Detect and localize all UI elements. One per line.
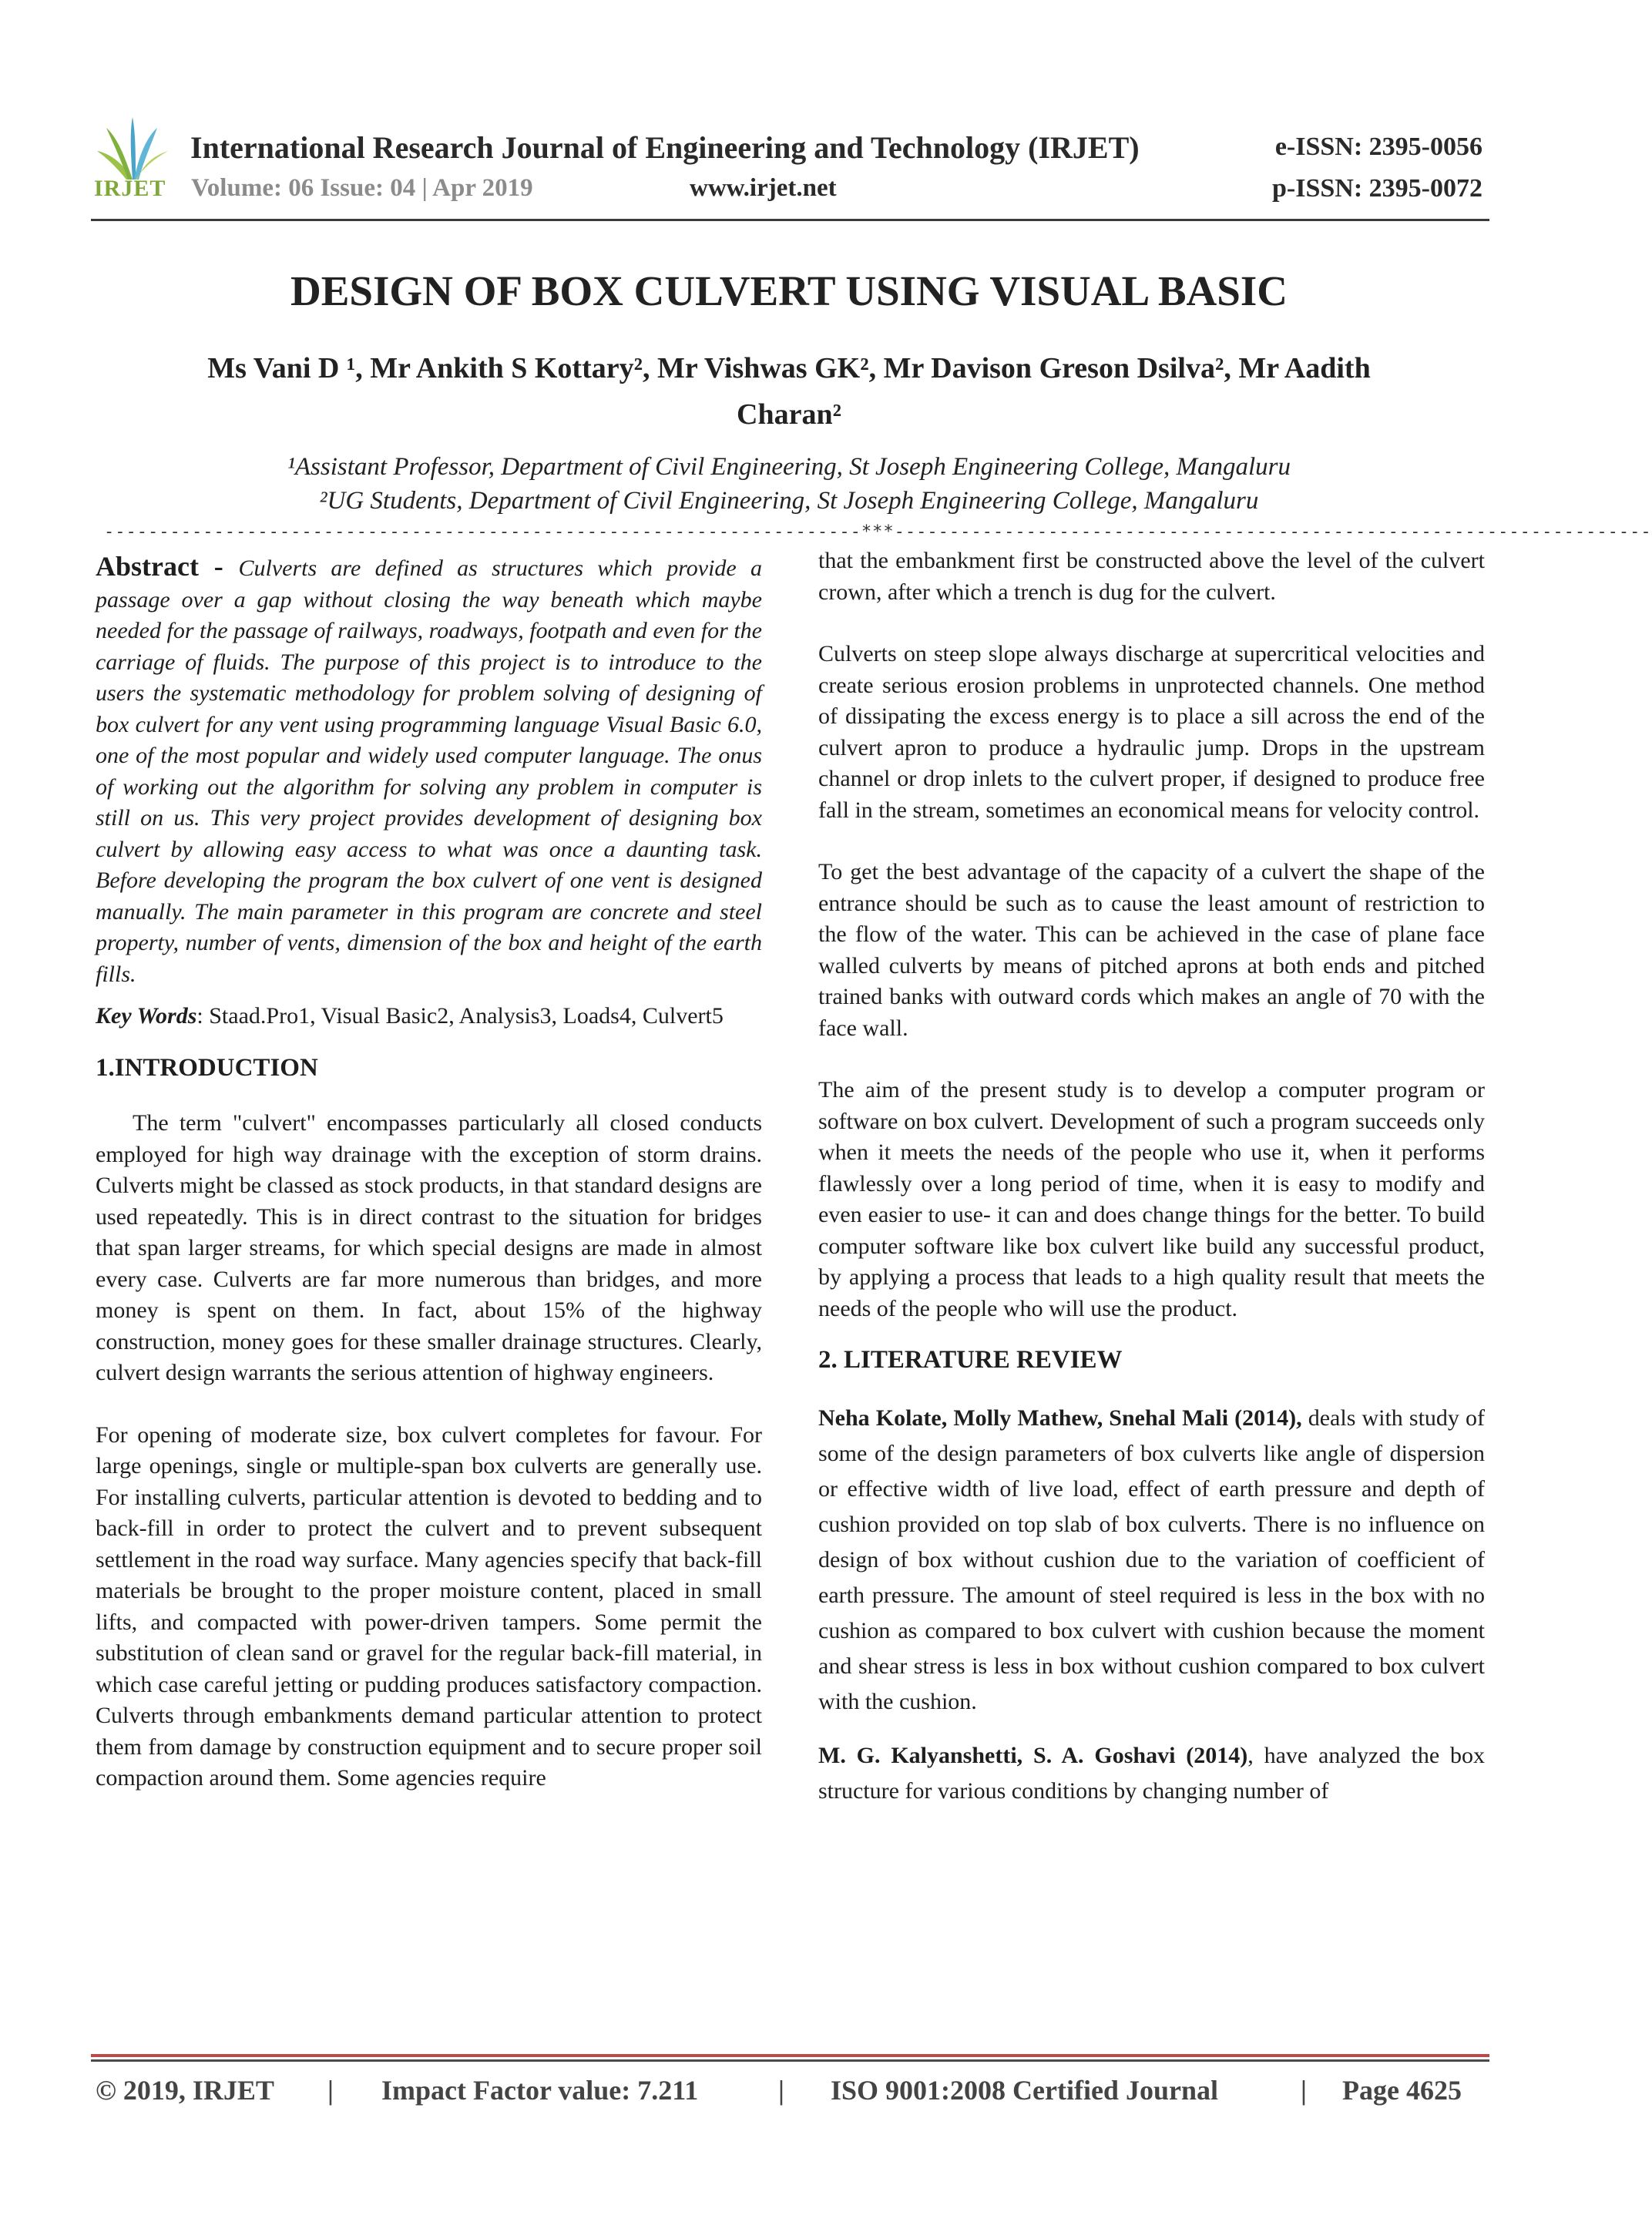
journal-name: International Research Journal of Engineering and Technology (IRJET) <box>190 130 1140 165</box>
header-divider <box>91 219 1489 221</box>
p-issn: p-ISSN: 2395-0072 <box>1272 174 1482 203</box>
footer-divider-red <box>91 2054 1489 2057</box>
intro-paragraph-2: For opening of moderate size, box culvert completes for favour. For large openings, single or multiple-span box culverts are generally use. For installing culverts, particular attention is devoted to bedding and to back-fill in order to protect the culvert and to prevent subsequent settlement in the road way surface. Many agencies specify that back-fill materials be brought to the proper moisture content, placed in small lifts, and compacted with power-driven tampers. Some permit the substitution of clean sand or gravel for the regular back-fill material, in which case careful jetting or pudding produces satisfactory compaction. Culverts through embankments demand particular attention to protect them from damage by construction equipment and to secure proper soil compaction around them. Some agencies require <box>96 1421 762 1791</box>
footer-separator: | <box>327 2075 334 2106</box>
footer-impact-factor: Impact Factor value: 7.211 <box>381 2075 699 2106</box>
keywords-text: : Staad.Pro1, Visual Basic2, Analysis3, Loads4, Culvert5 <box>196 1003 724 1029</box>
literature-entry-1-text: deals with study of some of the design parameters of box culverts like angle of dispersion or effective width of live load, effect of earth pressure and depth of cushion provided on top slab of box culverts. There is no influence on design of box without cushion due to the variation of coefficient of earth pressure. The amount of steel required is less in the box with no cushion as compared to box culvert with cushion because the moment and shear stress is less in box without cushion compared to box culvert with the cushion. <box>818 1405 1485 1714</box>
introduction-heading: 1.INTRODUCTION <box>96 1053 318 1082</box>
affiliation-2: ²UG Students, Department of Civil Engineering, St Joseph Engineering College, Mangaluru <box>319 487 1259 515</box>
intro-paragraph-1: The term "culvert" encompasses particularly all closed conducts employed for high way drainage with the exception of storm drains. Culverts might be classed as stock products, in that standard designs are used repeatedly. This is in direct contrast to the situation for bridges that span larger streams, for which special designs are made in almost every case. Culverts are far more numerous than bridges, and more money is spent on them. In fact, about 15% of the highway construction, money goes for these smaller drainage structures. Clearly, culvert design warrants the serious attention of highway engineers. <box>96 1110 762 1385</box>
keywords-label: Key Words <box>96 1003 197 1029</box>
literature-entry-2-text: , have analyzed the box structure for various conditions by changing number of <box>818 1742 1485 1804</box>
logo-wordmark: IRJET <box>94 176 166 201</box>
body-paragraph-3: To get the best advantage of the capacity of a culvert the shape of the entrance should be such as to cause the least amount of restriction to the flow of the water. This can be achieved in the case of plane face walled culverts by means of pitched aprons at both ends and pitched trained banks with outward cords which makes an angle of 70 with the face wall. <box>818 859 1485 1041</box>
literature-entry-1 <box>818 1401 1485 1720</box>
authors-line-2: Charan² <box>737 398 841 431</box>
footer-divider-dark <box>91 2059 1489 2062</box>
left-column <box>96 551 762 1794</box>
keywords <box>96 1001 762 1032</box>
footer-separator: | <box>1301 2075 1307 2106</box>
literature-review-heading: 2. LITERATURE REVIEW <box>818 1346 1123 1374</box>
literature-entry-2 <box>818 1738 1485 1809</box>
footer-page-number: Page 4625 <box>1342 2075 1462 2106</box>
literature-entry-1-authors: Neha Kolate, Molly Mathew, Snehal Mali (2014), <box>818 1405 1302 1431</box>
literature-entry-2-authors: M. G. Kalyanshetti, S. A. Goshavi (2014) <box>818 1742 1248 1768</box>
affiliation-1: ¹Assistant Professor, Department of Civil Engineering, St Joseph Engineering College, Mangaluru <box>287 453 1291 481</box>
body-paragraph-1: that the embankment first be constructed above the level of the culvert crown, after which a trench is dug for the culvert. <box>818 548 1485 605</box>
footer-separator: | <box>778 2075 784 2106</box>
footer-iso-certification: ISO 9001:2008 Certified Journal <box>831 2075 1218 2106</box>
abstract-label: Abstract - <box>96 551 239 582</box>
right-column <box>818 545 1485 1809</box>
abstract-text: Culverts are defined as structures which provide a passage over a gap without closing the way beneath which maybe needed for the passage of railways, roadways, footpath and even for the carriage of fluids. The purpose of this project is to introduce to the users the systematic methodology for problem solving of designing of box culvert for any vent using programming language Visual Basic 6.0, one of the most popular and widely used computer language. The onus of working out the algorithm for solving any problem in computer is still on us. This very project provides development of designing box culvert by allowing easy access to what was once a daunting task. Before developing the program the box culvert of one vent is designed manually. The main parameter in this program are concrete and steel property, number of vents, dimension of the box and height of the earth fills. <box>96 555 762 987</box>
section-separator: ---------------------------------------------------------------------***--------------------------------------------------------------------- <box>104 522 1652 542</box>
journal-website-link[interactable]: www.irjet.net <box>690 174 837 202</box>
volume-issue: Volume: 06 Issue: 04 | Apr 2019 <box>191 174 533 202</box>
footer-copyright: © 2019, IRJET <box>96 2075 274 2106</box>
paper-title: DESIGN OF BOX CULVERT USING VISUAL BASIC <box>290 267 1288 314</box>
body-paragraph-2: Culverts on steep slope always discharge at supercritical velocities and create serious erosion problems in unprotected channels. One method of dissipating the excess energy is to place a sill across the end of the culvert apron to produce a hydraulic jump. Drops in the upstream channel or drop inlets to the culvert proper, if designed to produce free fall in the stream, sometimes an economical means for velocity control. <box>818 641 1485 823</box>
author-list <box>131 345 1447 438</box>
e-issn: e-ISSN: 2395-0056 <box>1274 133 1482 161</box>
body-paragraph-4: The aim of the present study is to develop a computer program or software on box culvert. Development of such a program succeeds only when it meets the needs of the people who use it, when it performs flawlessly over a long period of time, when it is easy to modify and even easier to use- it can and does change things for the better. To build computer software like box culvert like build any successful product, by applying a process that leads to a high quality result that meets the needs of the people who will use the product. <box>818 1077 1485 1321</box>
abstract <box>96 551 762 990</box>
authors-line-1: Ms Vani D ¹, Mr Ankith S Kottary², Mr Vishwas GK², Mr Davison Greson Dsilva², Mr Aadith <box>207 352 1371 384</box>
